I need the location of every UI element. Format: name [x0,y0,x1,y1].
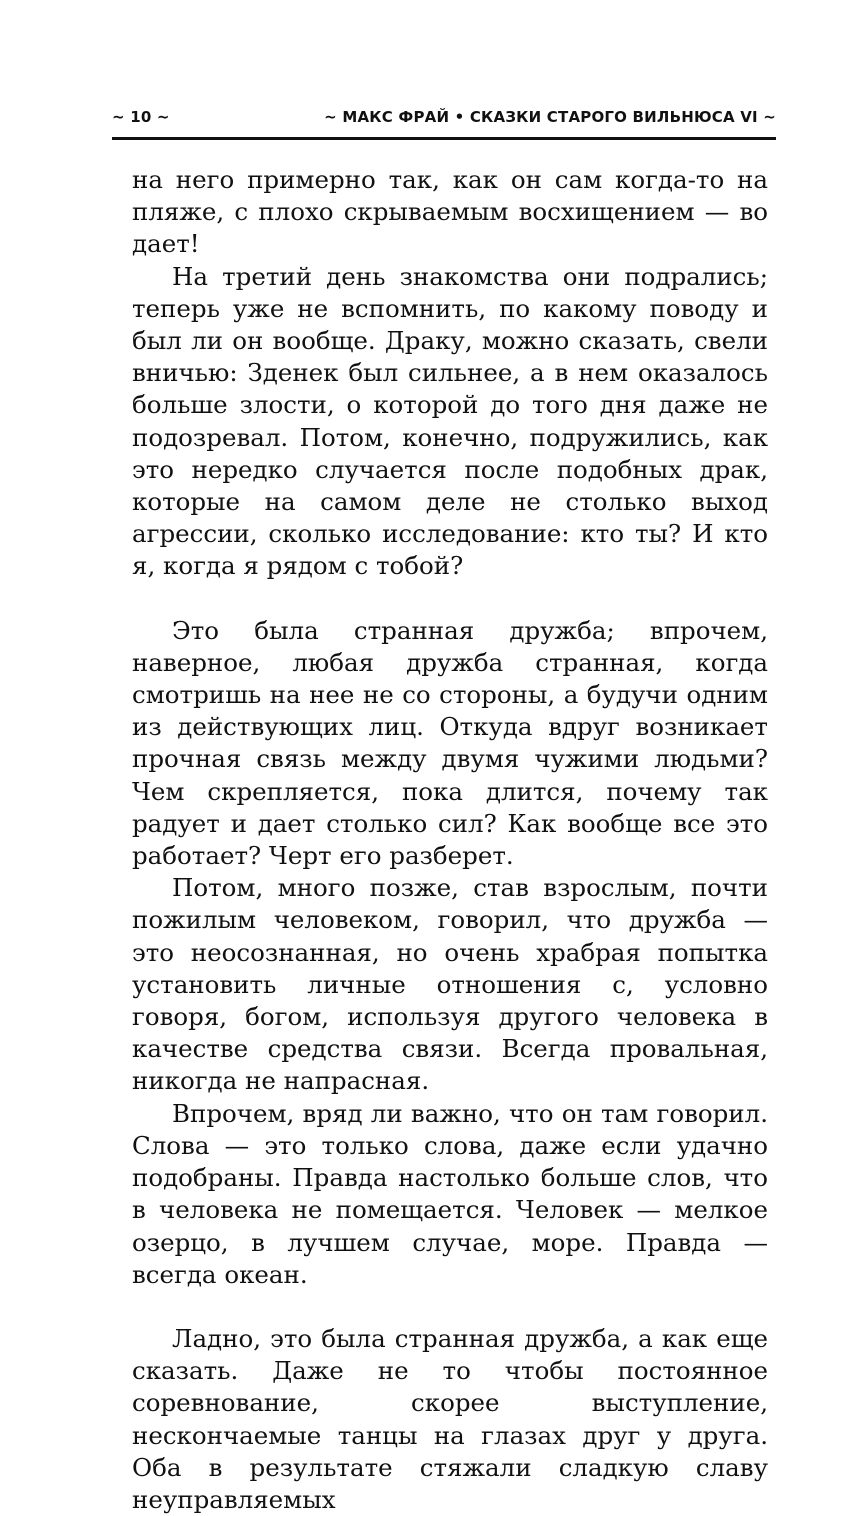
paragraph: на него примерно так, как он сам когда-то на пляже, с плохо скрываемым восхищением — во дает! [132,165,768,259]
page-header [112,104,776,134]
running-title: ~ МАКС ФРАЙ • СКАЗКИ СТАРОГО ВИЛЬНЮСА VI ~ [324,108,776,126]
section-break [132,583,768,615]
body-text [132,164,768,1516]
paragraph: Это была странная дружба; впрочем, наверное, любая дружба странная, когда смотришь на нее не со стороны, а будучи одним из действующих лиц. Откуда вдруг возникает прочная связь между двумя чужими людьми? Чем скрепляется, пока длится, почему так радует и дает столько сил? Как вообще все это работает? Черт его разберет. [132,615,768,871]
section-break [132,1291,768,1323]
paragraph: На третий день знакомства они подрались; теперь уже не вспомнить, по какому поводу и был ли он вообще. Драку, можно сказать, свели вничью: Зденек был сильнее, а в нем оказалось больше злости, о которой до того дня даже не подозревал. Потом, конечно, подружились, как это нередко случается после подобных драк, которые на самом деле не столько выход агрессии, сколько исследование: кто ты? И кто я, когда я рядом с тобой? [132,261,768,581]
paragraph: Впрочем, вряд ли важно, что он там говорил. Слова — это только слова, даже если удачно подобраны. Правда настолько больше слов, что в человека не помещается. Человек — мелкое озерцо, в лучшем случае, море. Правда — всегда океан. [132,1098,768,1289]
paragraph: Ладно, это была странная дружба, а как еще сказать. Даже не то чтобы постоянное соревнование, скорее выступление, нескончаемые танцы на глазах друг у друга. Оба в результате стяжали сладкую славу неуправляемых [132,1323,768,1514]
header-rule [112,137,776,140]
paragraph: Потом, много позже, став взрослым, почти пожилым человеком, говорил, что дружба — это неосознанная, но очень храбрая попытка установить личные отношения с, условно говоря, богом, используя другого человека в качестве средства связи. Всегда провальная, никогда не напрасная. [132,873,768,1096]
page-number: ~ 10 ~ [112,108,170,126]
